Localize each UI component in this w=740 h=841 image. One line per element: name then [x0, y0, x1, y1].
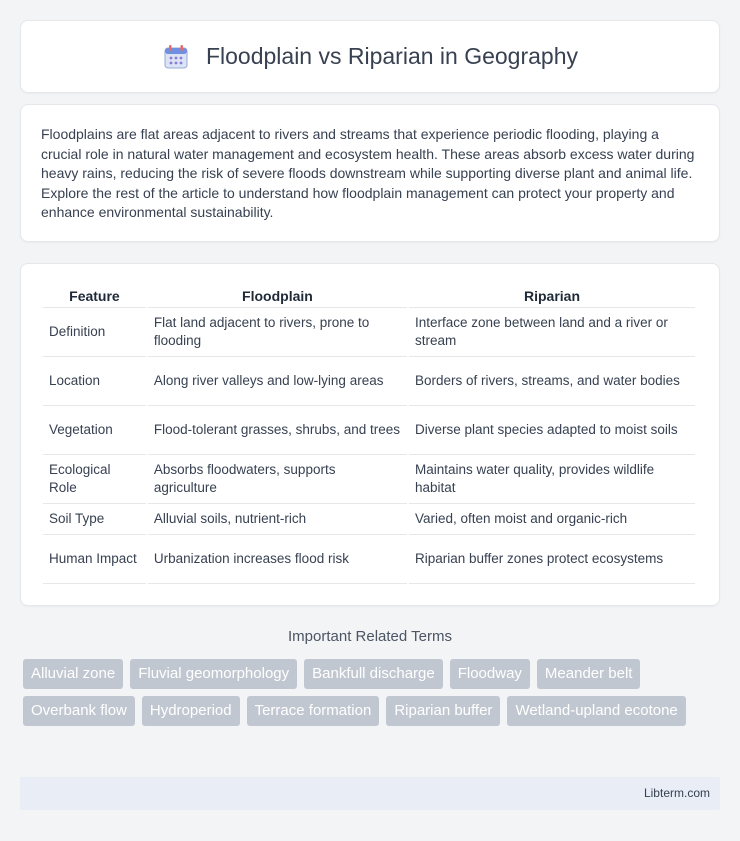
term-tag-meander-belt[interactable]: Meander belt [537, 659, 641, 689]
related-terms-heading: Important Related Terms [288, 628, 452, 645]
floodplain-cell: Absorbs floodwaters, supports agriculture [148, 455, 407, 504]
table-row [43, 406, 695, 455]
term-tag-riparian-buffer[interactable]: Riparian buffer [386, 696, 500, 726]
intro-card [20, 104, 720, 242]
riparian-cell: Maintains water quality, provides wildlife habitat [409, 455, 695, 504]
feature-cell: Human Impact [43, 535, 146, 584]
term-tag-bankfull-discharge[interactable]: Bankfull discharge [304, 659, 443, 689]
riparian-cell: Diverse plant species adapted to moist soils [409, 406, 695, 455]
footer-site-link[interactable]: Libterm.com [643, 786, 710, 800]
table-row [43, 455, 695, 504]
floodplain-cell: Urbanization increases flood risk [148, 535, 407, 584]
table-row [43, 535, 695, 584]
term-tag-fluvial-geomorphology[interactable]: Fluvial geomorphology [130, 659, 297, 689]
related-terms-list [23, 659, 723, 726]
header-riparian: Riparian [409, 284, 695, 308]
table-row [43, 357, 695, 406]
feature-cell: Vegetation [43, 406, 146, 455]
riparian-cell: Riparian buffer zones protect ecosystems [409, 535, 695, 584]
term-tag-floodway[interactable]: Floodway [450, 659, 530, 689]
header-feature: Feature [43, 284, 146, 308]
footer [20, 777, 720, 810]
table-header-row [43, 284, 695, 308]
intro-paragraph: Floodplains are flat areas adjacent to rivers and streams that experience periodic flooding, playing a crucial role in natural water management and ecosystem health. These areas absorb excess water during heavy rains, reducing the risk of severe floods downstream while supporting diverse plant and animal life. Explore the rest of the article to understand how floodplain management can protect your property and enhance environmental sustainability. [41, 126, 695, 221]
riparian-cell: Interface zone between land and a river or stream [409, 308, 695, 357]
floodplain-cell: Flat land adjacent to rivers, prone to flooding [148, 308, 407, 357]
page-title: Floodplain vs Riparian in Geography [205, 43, 579, 69]
comparison-table-card [20, 263, 720, 606]
header-floodplain: Floodplain [148, 284, 407, 308]
feature-cell: Ecological Role [43, 455, 146, 504]
feature-cell: Definition [43, 308, 146, 357]
riparian-cell: Varied, often moist and organic-rich [409, 504, 695, 535]
feature-cell: Soil Type [43, 504, 146, 535]
floodplain-cell: Flood-tolerant grasses, shrubs, and trees [148, 406, 407, 455]
comparison-table [41, 284, 697, 584]
term-tag-overbank-flow[interactable]: Overbank flow [23, 696, 135, 726]
floodplain-cell: Alluvial soils, nutrient-rich [148, 504, 407, 535]
table-row [43, 504, 695, 535]
calendar-icon [162, 43, 190, 71]
term-tag-terrace-formation[interactable]: Terrace formation [247, 696, 380, 726]
table-row [43, 308, 695, 357]
riparian-cell: Borders of rivers, streams, and water bodies [409, 357, 695, 406]
term-tag-wetland-upland-ecotone[interactable]: Wetland-upland ecotone [507, 696, 685, 726]
term-tag-hydroperiod[interactable]: Hydroperiod [142, 696, 240, 726]
feature-cell: Location [43, 357, 146, 406]
title-card [20, 20, 720, 93]
term-tag-alluvial-zone[interactable]: Alluvial zone [23, 659, 123, 689]
floodplain-cell: Along river valleys and low-lying areas [148, 357, 407, 406]
